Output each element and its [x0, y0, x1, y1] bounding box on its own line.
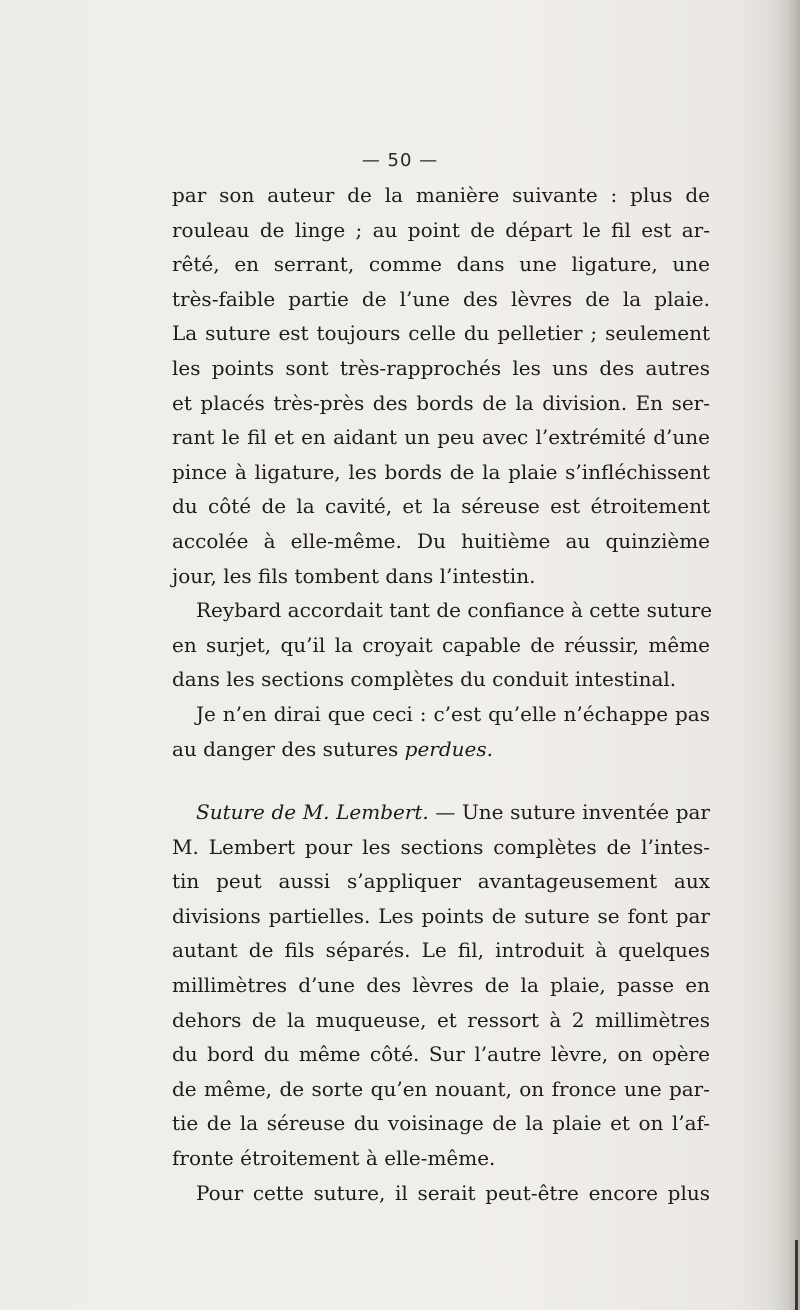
- text-line: très-faible partie de l’une des lèvres de la plaie.: [172, 286, 710, 311]
- text-line: pince à ligature, les bords de la plaie s’infléchissent: [172, 459, 710, 484]
- text-line: rêté, en serrant, comme dans une ligature, une: [172, 252, 710, 277]
- text-segment: — Une suture inventée par: [428, 800, 710, 825]
- page-edge-shadow: [770, 0, 800, 1310]
- text-line: et placés très-près des bords de la division. En ser-: [172, 390, 710, 415]
- text-line: La suture est toujours celle du pelletier ; seulement: [172, 321, 710, 346]
- text-line: par son auteur de la manière suivante : plus de: [172, 183, 710, 207]
- text-line: du bord du même côté. Sur l’autre lèvre, on opère: [172, 1042, 710, 1067]
- text-line: du côté de la cavité, et la séreuse est étroitement: [172, 494, 710, 519]
- text-line: jour, les fils tombent dans l’intestin.: [172, 563, 536, 588]
- text-segment: au danger des sutures: [172, 736, 405, 761]
- body-text: [172, 178, 713, 1210]
- text-line: [172, 732, 710, 767]
- text-line: millimètres d’une des lèvres de la plaie, passe en: [172, 973, 710, 998]
- text-line: Pour cette suture, il serait peut-être encore plus: [196, 1180, 710, 1205]
- paragraph-gap: [172, 766, 710, 795]
- text-line: Reybard accordait tant de confiance à cette suture: [196, 598, 713, 623]
- page-number: — 50 —: [361, 150, 439, 171]
- text-line: fronte étroitement à elle-même.: [172, 1146, 496, 1171]
- text-line: dehors de la muqueuse, et ressort à 2 millimètres: [172, 1007, 710, 1032]
- text-line: tie de la séreuse du voisinage de la plaie et on l’af-: [172, 1111, 710, 1136]
- text-line: les points sont très-rapprochés les uns des autres: [172, 355, 710, 380]
- section-heading-line: [172, 795, 710, 830]
- text-line: dans les sections complètes du conduit intestinal.: [172, 667, 677, 692]
- text-line: de même, de sorte qu’en nouant, on fronce une par-: [172, 1076, 710, 1101]
- italic-word: perdues.: [404, 736, 494, 761]
- text-line: M. Lembert pour les sections complètes de l’intes-: [172, 834, 710, 859]
- page-edge-mark: [795, 1240, 798, 1310]
- section-heading: Suture de M. Lembert.: [196, 800, 429, 825]
- text-line: rouleau de linge ; au point de départ le fil est ar-: [172, 217, 710, 242]
- text-line: autant de fils séparés. Le fil, introduit à quelques: [172, 938, 710, 963]
- text-line: accolée à elle-même. Du huitième au quinzième: [172, 528, 710, 553]
- text-line: en surjet, qu’il la croyait capable de réussir, même: [172, 632, 710, 657]
- text-line: Je n’en dirai que ceci : c’est qu’elle n’échappe pas: [196, 701, 710, 726]
- text-line: rant le fil et en aidant un peu avec l’extrémité d’une: [172, 425, 710, 450]
- text-line: tin peut aussi s’appliquer avantageusement aux: [172, 869, 710, 894]
- text-line: divisions partielles. Les points de suture se font par: [172, 903, 710, 928]
